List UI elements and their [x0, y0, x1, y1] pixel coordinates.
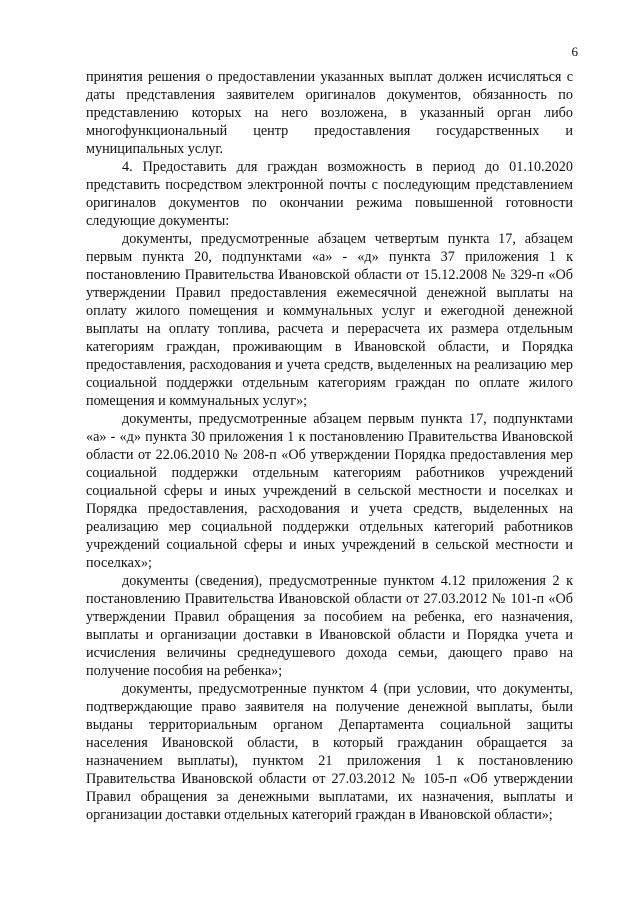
- paragraph-documents-329p: документы, предусмотренные абзацем четвертым пункта 17, абзацем первым пункта 20, подпунктами «а» - «д» пункта 37 приложения 1 к постановлению Правительства Ивановской области от 15.12.2008 № 329-п «Об утверждении Правил предоставления ежемесячной денежной выплаты на оплату жилого помещения и коммунальных услуг и ежегодной денежной выплаты на оплату топлива, расчета и перерасчета их размера отдельным категориям граждан, проживающим в Ивановской области, и Порядка предоставления, расходования и учета средств, выделенных на реализацию мер социальной поддержки отдельным категориям граждан по оплате жилого помещения и коммунальных услуг»;: [86, 231, 573, 409]
- paragraph-documents-101p: документы (сведения), предусмотренные пунктом 4.12 приложения 2 к постановлению Правительства Ивановской области от 27.03.2012 № 101-п «Об утверждении Правил обращения за пособием на ребенка, его назначения, выплаты и организации доставки в Ивановской области и Порядка учета и исчисления величины среднедушевого дохода семьи, дающего право на получение пособия на ребенка»;: [86, 573, 573, 679]
- paragraph-documents-105p: документы, предусмотренные пунктом 4 (при условии, что документы, подтверждающие право заявителя на получение денежной выплаты, были выданы территориальным органом Департамента социальной защиты населения Ивановской области, в который гражданин обращается за назначением выплаты), пунктом 21 приложения 1 к постановлению Правительства Ивановской области от 27.03.2012 № 105-п «Об утверждении Правил обращения за денежными выплатами, их назначения, выплаты и организации доставки отдельных категорий граждан в Ивановской области»;: [86, 681, 573, 823]
- page-number: 6: [571, 44, 578, 59]
- paragraph-item-4: 4. Предоставить для граждан возможность в период до 01.10.2020 представить посредством электронной почты с последующим представлением оригиналов документов по окончании режима повышенной готовности следующие документы:: [86, 159, 573, 229]
- paragraph-continuation: принятия решения о предоставлении указанных выплат должен исчисляться с даты представления заявителем оригиналов документов, обязанность по представлению которых на него возложена, в указанный орган либо многофункциональный центр предоставления государственных и муниципальных услуг.: [86, 69, 573, 157]
- paragraph-documents-208p: документы, предусмотренные абзацем первым пункта 17, подпунктами «а» - «д» пункта 30 приложения 1 к постановлению Правительства Ивановской области от 22.06.2010 № 208-п «Об утверждении Порядка предоставления мер социальной поддержки отдельным категориям работников учреждений социальной сферы и иных учреждений в сельской местности и поселках и Порядка предоставления, расходования и учета средств, выделенных на реализацию мер социальной поддержки отдельных категорий работников учреждений социальной сферы и иных учреждений в сельской местности и поселках»;: [86, 411, 573, 571]
- document-body: [86, 68, 573, 824]
